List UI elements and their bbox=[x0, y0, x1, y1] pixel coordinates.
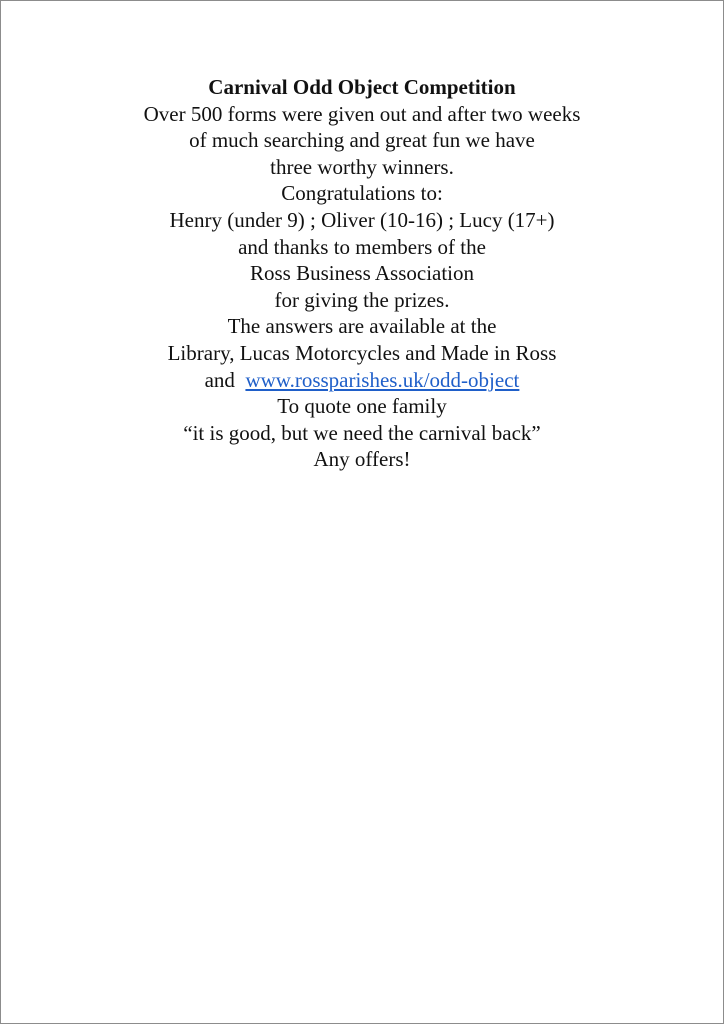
family-quote: “it is good, but we need the carnival back” bbox=[183, 420, 541, 445]
notice-line-12: To quote one family bbox=[277, 394, 447, 419]
notice-line-8: for giving the prizes. bbox=[274, 287, 450, 312]
notice-line-14: Any offers! bbox=[313, 447, 411, 472]
notice-line-6: and thanks to members of the bbox=[238, 234, 486, 259]
notice-line-2: of much searching and great fun we have bbox=[189, 128, 535, 153]
notice-title: Carnival Odd Object Competition bbox=[208, 75, 516, 99]
winners-line: Henry (under 9) ; Oliver (10-16) ; Lucy (17+) bbox=[169, 207, 555, 232]
notice-line-9: The answers are available at the bbox=[227, 314, 497, 339]
notice-line-11 bbox=[1, 367, 723, 394]
link-prefix: and bbox=[204, 367, 235, 392]
notice-line-1: Over 500 forms were given out and after two weeks bbox=[143, 101, 581, 126]
notice-body bbox=[1, 74, 723, 473]
notice-line-4: Congratulations to: bbox=[281, 181, 443, 206]
notice-line-10: Library, Lucas Motorcycles and Made in Ross bbox=[167, 340, 557, 365]
notice-line-3: three worthy winners. bbox=[270, 154, 454, 179]
notice-line-7: Ross Business Association bbox=[249, 261, 475, 286]
odd-object-link[interactable]: www.rossparishes.uk/odd-object bbox=[245, 367, 520, 392]
